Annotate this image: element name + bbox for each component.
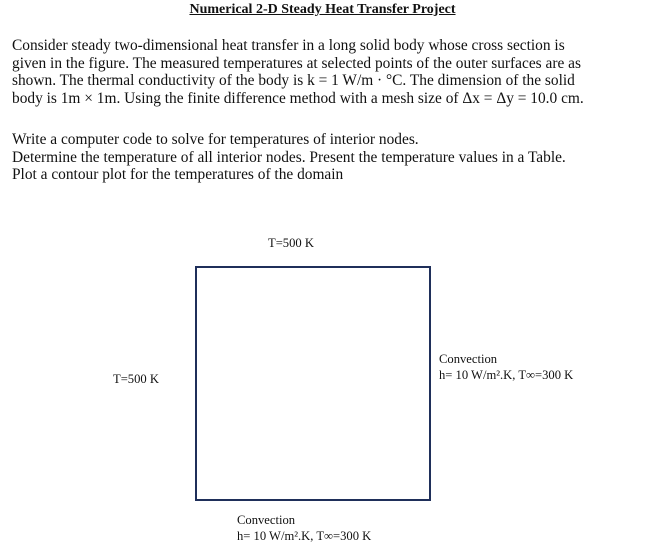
- bottom-boundary-label: [237, 513, 371, 544]
- statement-line-1: Consider steady two-dimensional heat transfer in a long solid body whose cross section is: [12, 37, 565, 54]
- task-line-2: Determine the temperature of all interior nodes. Present the temperature values in a Table.: [12, 148, 566, 166]
- left-boundary-label: T=500 K: [113, 372, 159, 386]
- bottom-convection-params: h= 10 W/m².K, T∞=300 K: [237, 528, 372, 543]
- task-line-1: Write a computer code to solve for temperatures of interior nodes.: [12, 131, 419, 148]
- right-convection-params: h= 10 W/m².K, T∞=300 K: [439, 367, 574, 382]
- problem-statement: [12, 37, 584, 107]
- right-convection-title: Convection: [439, 352, 498, 366]
- statement-line-2: given in the figure. The measured temperatures at selected points of the outer surfaces are as: [12, 54, 581, 72]
- statement-line-3: shown. The thermal conductivity of the body is k = 1 W/m · °C. The dimension of the solid: [12, 72, 575, 89]
- project-title: Numerical 2-D Steady Heat Transfer Project: [189, 2, 456, 17]
- top-boundary-label: T=500 K: [268, 236, 314, 250]
- statement-line-4: body is 1m × 1m. Using the finite difference method with a mesh size of Δx = Δy = 10.0 cm.: [12, 89, 584, 107]
- task-list: [12, 131, 566, 184]
- bottom-convection-title: Convection: [237, 513, 296, 527]
- task-line-3: Plot a contour plot for the temperatures of the domain: [12, 166, 344, 183]
- domain-square: [195, 266, 431, 501]
- right-boundary-label: [439, 352, 573, 383]
